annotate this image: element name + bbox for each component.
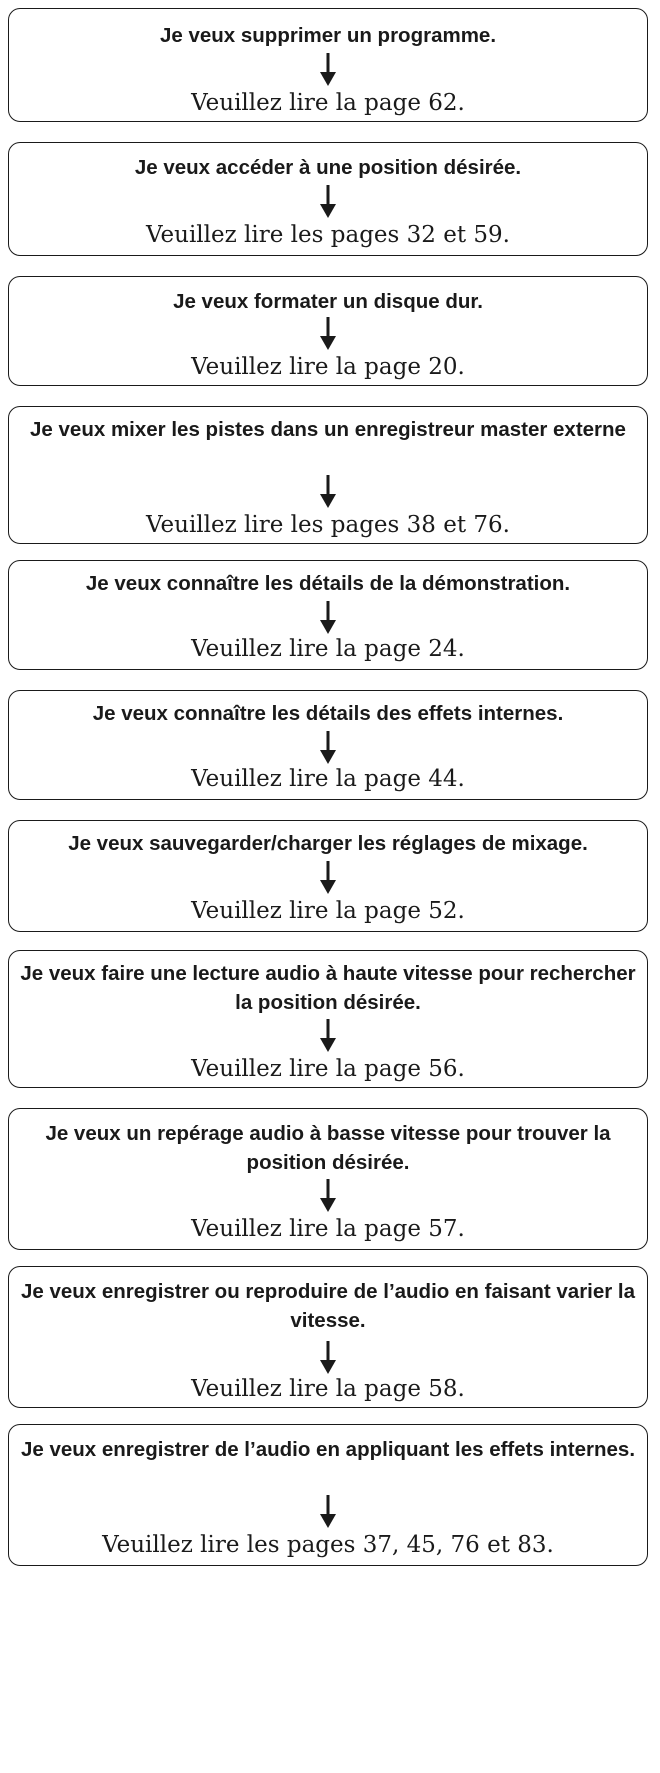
down-arrow-icon (319, 1179, 337, 1213)
faq-answer-8: Veuillez lire la page 56. (191, 1056, 465, 1082)
down-arrow-icon (319, 1341, 337, 1375)
faq-question-11: Je veux enregistrer de l’audio en appliquant les effets internes. (20, 1438, 636, 1461)
faq-answer-2: Veuillez lire les pages 32 et 59. (146, 222, 510, 248)
faq-question-4: Je veux mixer les pistes dans un enregistreur master externe (30, 418, 626, 441)
faq-box-2 (8, 142, 648, 256)
faq-question-10: Je veux enregistrer ou reproduire de l’audio en faisant varier la vitesse. (20, 1280, 636, 1332)
down-arrow-icon (319, 53, 337, 87)
faq-answer-5: Veuillez lire la page 24. (191, 636, 465, 662)
down-arrow-icon (319, 1495, 337, 1529)
down-arrow-icon (319, 317, 337, 351)
faq-question-6: Je veux connaître les détails des effets internes. (92, 702, 564, 725)
faq-box-3 (8, 276, 648, 386)
faq-box-10 (8, 1266, 648, 1408)
down-arrow-icon (319, 1019, 337, 1053)
faq-answer-1: Veuillez lire la page 62. (191, 90, 465, 116)
faq-question-1: Je veux supprimer un programme. (159, 24, 497, 47)
faq-question-5: Je veux connaître les détails de la démonstration. (85, 572, 571, 595)
down-arrow-icon (319, 185, 337, 219)
down-arrow-icon (319, 475, 337, 509)
faq-box-11 (8, 1424, 648, 1566)
faq-answer-9: Veuillez lire la page 57. (191, 1216, 465, 1242)
faq-box-8 (8, 950, 648, 1088)
faq-answer-6: Veuillez lire la page 44. (191, 766, 465, 792)
faq-box-7 (8, 820, 648, 932)
faq-question-9: Je veux un repérage audio à basse vitesse pour trouver la position désirée. (45, 1122, 611, 1174)
down-arrow-icon (319, 731, 337, 765)
faq-answer-7: Veuillez lire la page 52. (191, 898, 465, 924)
faq-box-6 (8, 690, 648, 800)
faq-question-8: Je veux faire une lecture audio à haute vitesse pour rechercher la position désirée. (20, 962, 636, 1014)
faq-box-1 (8, 8, 648, 122)
faq-box-9 (8, 1108, 648, 1250)
down-arrow-icon (319, 601, 337, 635)
faq-question-3: Je veux formater un disque dur. (173, 290, 483, 313)
faq-question-7: Je veux sauvegarder/charger les réglages de mixage. (68, 832, 588, 855)
faq-answer-3: Veuillez lire la page 20. (191, 354, 465, 380)
faq-box-5 (8, 560, 648, 670)
faq-answer-4: Veuillez lire les pages 38 et 76. (146, 512, 510, 538)
down-arrow-icon (319, 861, 337, 895)
faq-question-2: Je veux accéder à une position désirée. (134, 156, 522, 179)
faq-answer-11: Veuillez lire les pages 37, 45, 76 et 83. (102, 1532, 554, 1558)
faq-answer-10: Veuillez lire la page 58. (191, 1376, 465, 1402)
faq-box-4 (8, 406, 648, 544)
